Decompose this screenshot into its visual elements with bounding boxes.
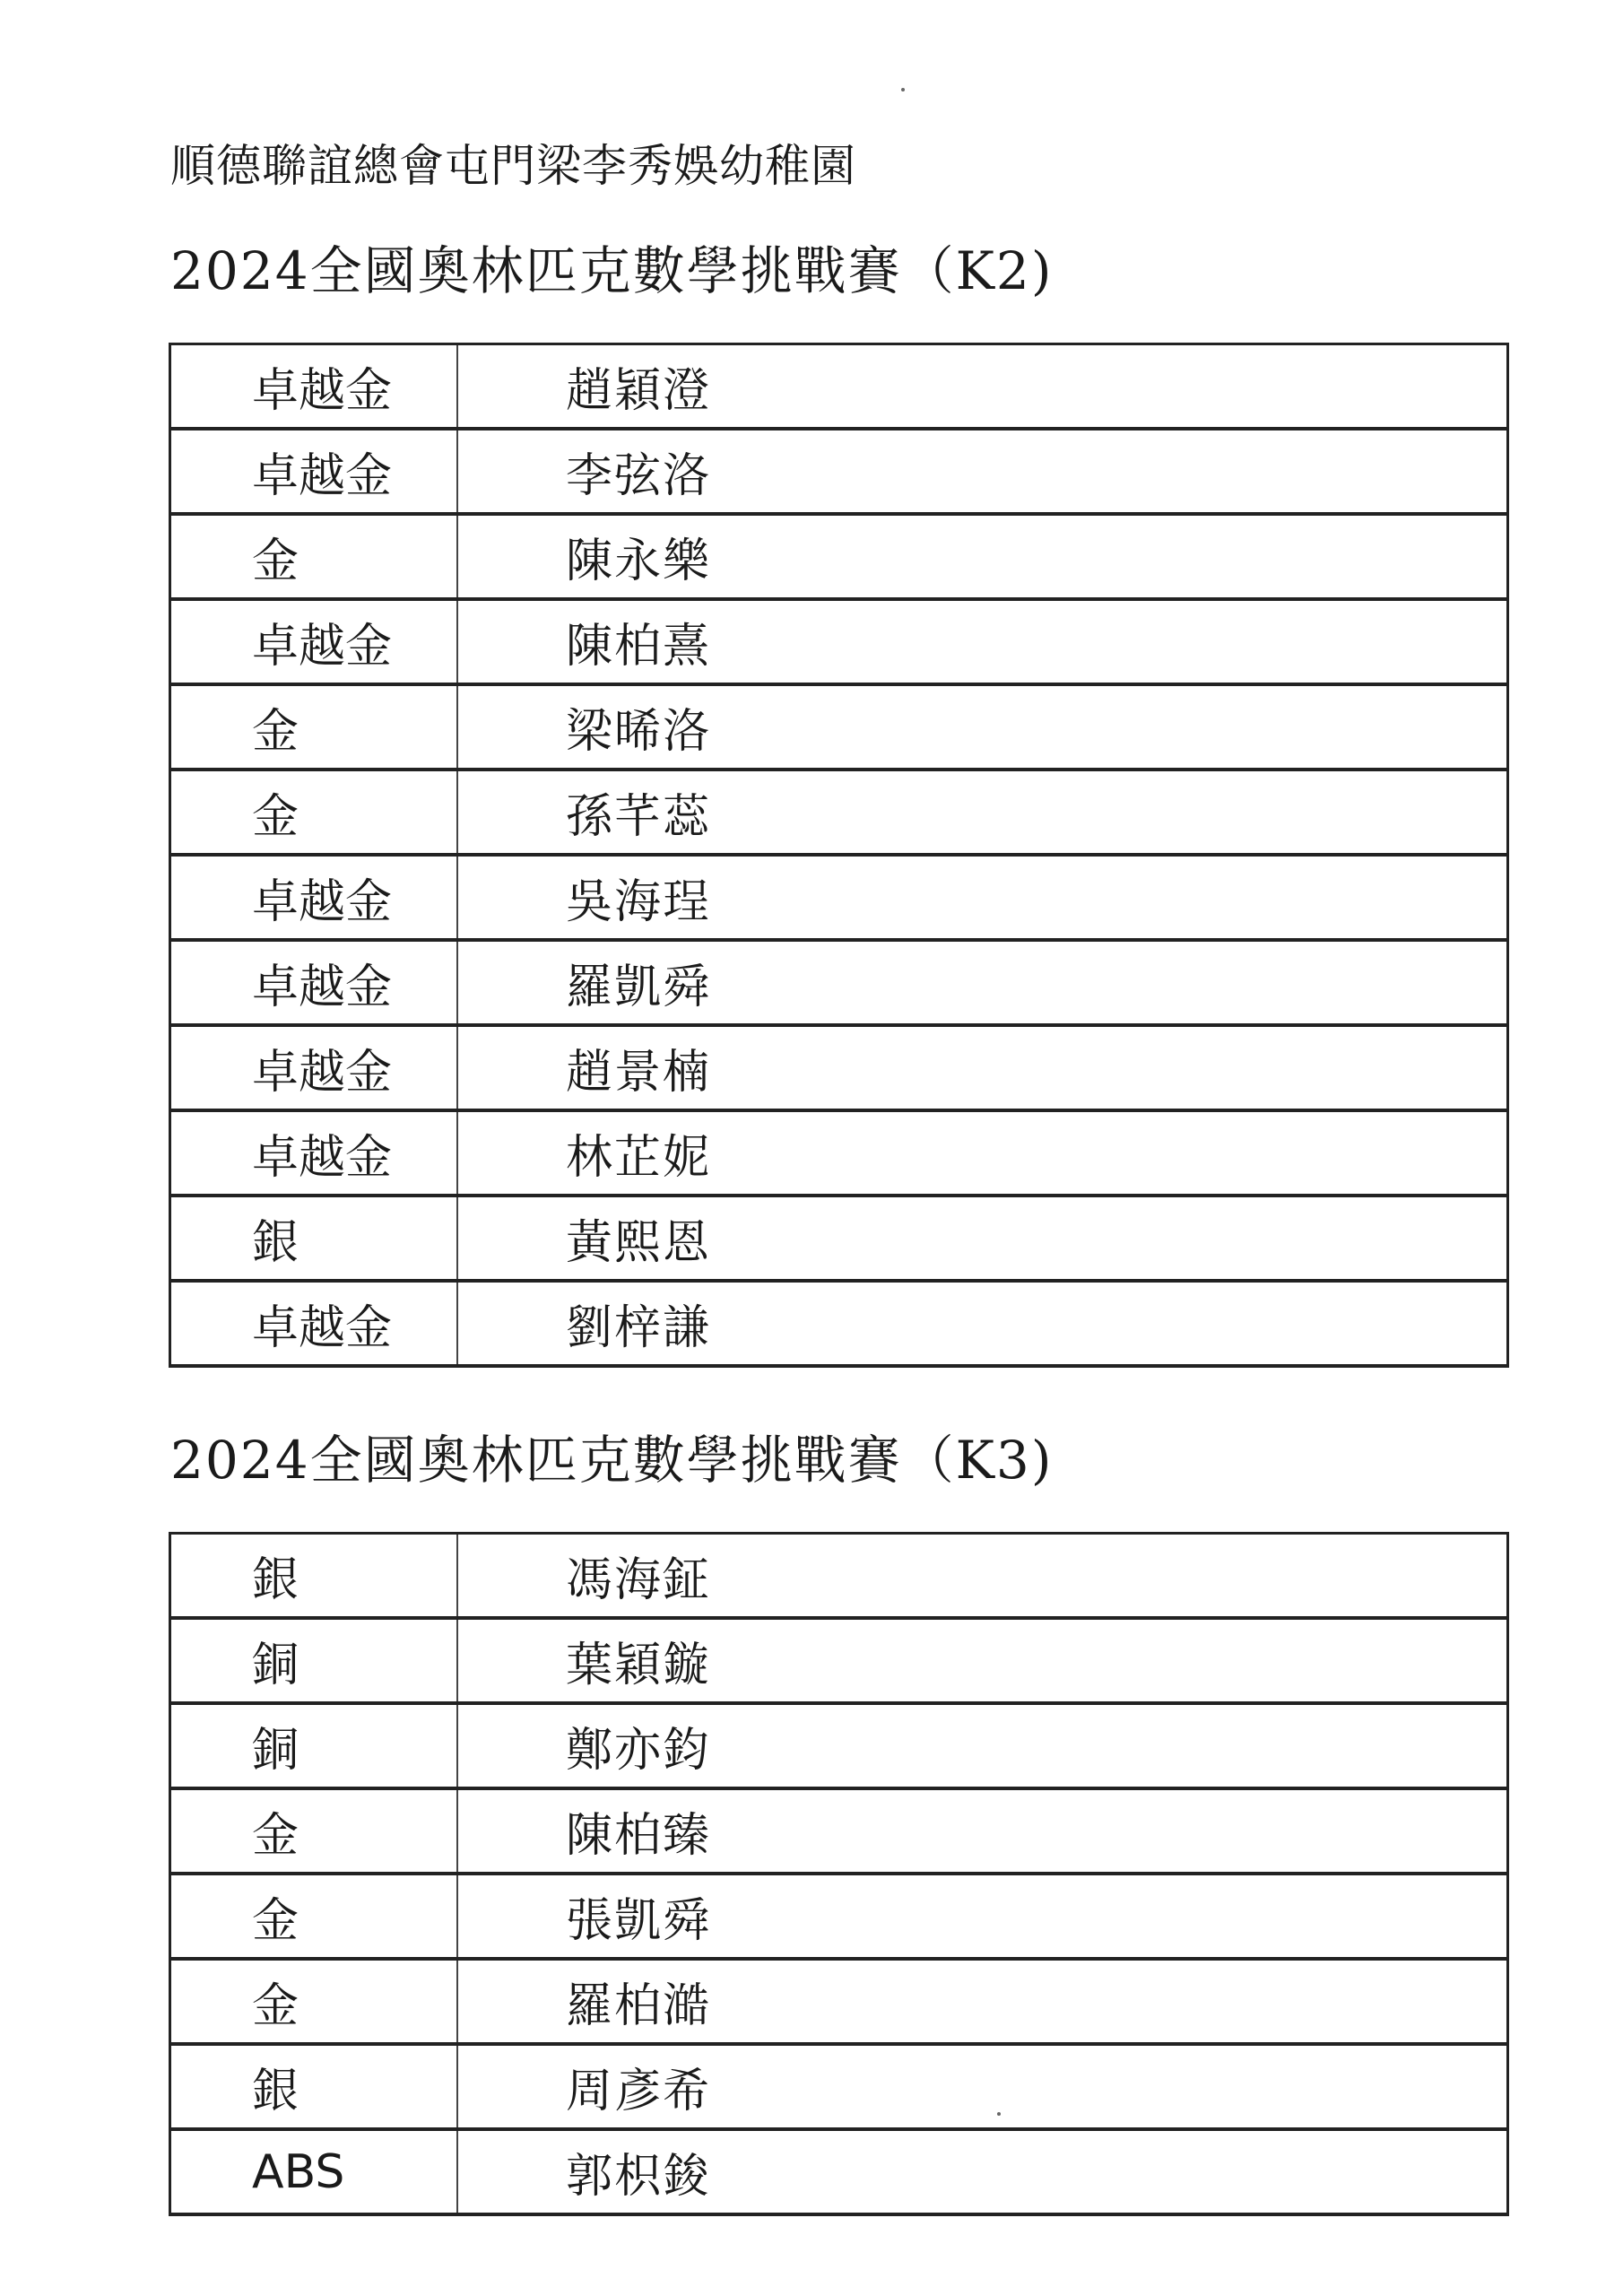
scan-speck	[997, 2112, 1001, 2116]
student-name-cell: 趙穎澄	[566, 364, 712, 418]
section-heading-k2: 2024全國奧林匹克數學挑戰賽（K2)	[170, 240, 1054, 301]
award-cell: 金	[171, 686, 458, 768]
scan-speck	[901, 88, 905, 91]
section-heading-k3: 2024全國奧林匹克數學挑戰賽（K3)	[170, 1430, 1054, 1491]
award-cell: 金	[171, 1790, 458, 1872]
results-table-k2	[169, 343, 1509, 1368]
award-cell: 銅	[171, 1705, 458, 1787]
table-row	[169, 1617, 1509, 1705]
table-row	[169, 2043, 1509, 2131]
student-name-cell: 趙景楠	[566, 1046, 712, 1100]
award-cell: 卓越金	[171, 1283, 458, 1364]
table-row	[169, 598, 1509, 686]
award-cell: 銅	[171, 1620, 458, 1701]
table-row	[169, 683, 1509, 771]
award-cell: 金	[171, 1875, 458, 1957]
award-cell: 金	[171, 516, 458, 597]
award-cell: 卓越金	[171, 1027, 458, 1109]
student-name-cell: 陳柏熹	[566, 620, 712, 674]
student-name-cell: 林芷妮	[566, 1131, 712, 1185]
table-row	[169, 1024, 1509, 1112]
student-name-cell: 周彥希	[566, 2065, 712, 2118]
table-row	[169, 854, 1509, 942]
table-row	[169, 343, 1509, 430]
table-row	[169, 1280, 1509, 1368]
award-cell: 卓越金	[171, 430, 458, 512]
student-name-cell: 陳柏臻	[566, 1809, 712, 1863]
student-name-cell: 羅柏澔	[566, 1979, 712, 2033]
student-name-cell: 陳永樂	[566, 535, 712, 588]
table-row	[169, 428, 1509, 516]
table-row	[169, 513, 1509, 601]
student-name-cell: 張凱舜	[566, 1894, 712, 1948]
table-row	[169, 1702, 1509, 1790]
student-name-cell: 吳海珵	[566, 875, 712, 929]
table-row	[169, 2128, 1509, 2216]
student-name-cell: 鄭亦鈞	[566, 1724, 712, 1778]
table-row	[169, 1195, 1509, 1283]
table-row	[169, 1787, 1509, 1875]
award-cell: 卓越金	[171, 942, 458, 1023]
student-name-cell: 劉梓謙	[566, 1301, 712, 1355]
award-cell: 卓越金	[171, 345, 458, 427]
student-name-cell: 郭枳鋑	[566, 2150, 712, 2204]
student-name-cell: 葉穎鏇	[566, 1639, 712, 1692]
award-cell: 銀	[171, 2046, 458, 2127]
award-cell: 銀	[171, 1197, 458, 1279]
award-cell: 卓越金	[171, 857, 458, 938]
school-name: 順德聯誼總會屯門梁李秀娛幼稚園	[170, 140, 856, 192]
table-row	[169, 1109, 1509, 1197]
student-name-cell: 李弦洛	[566, 449, 712, 503]
award-cell: 卓越金	[171, 1112, 458, 1194]
award-cell: 金	[171, 771, 458, 853]
student-name-cell: 梁晞洛	[566, 705, 712, 759]
student-name-cell: 孫芊蕊	[566, 790, 712, 844]
student-name-cell: 馮海鉦	[566, 1553, 712, 1607]
award-cell: 卓越金	[171, 601, 458, 683]
award-cell: ABS	[171, 2131, 458, 2213]
student-name-cell: 黃熙恩	[566, 1216, 712, 1270]
table-row	[169, 769, 1509, 857]
results-table-k3	[169, 1532, 1509, 2216]
table-row	[169, 1873, 1509, 1961]
student-name-cell: 羅凱舜	[566, 961, 712, 1014]
table-row	[169, 1958, 1509, 2046]
award-cell: 銀	[171, 1535, 458, 1616]
table-row	[169, 1532, 1509, 1620]
award-cell: 金	[171, 1961, 458, 2042]
table-row	[169, 939, 1509, 1027]
